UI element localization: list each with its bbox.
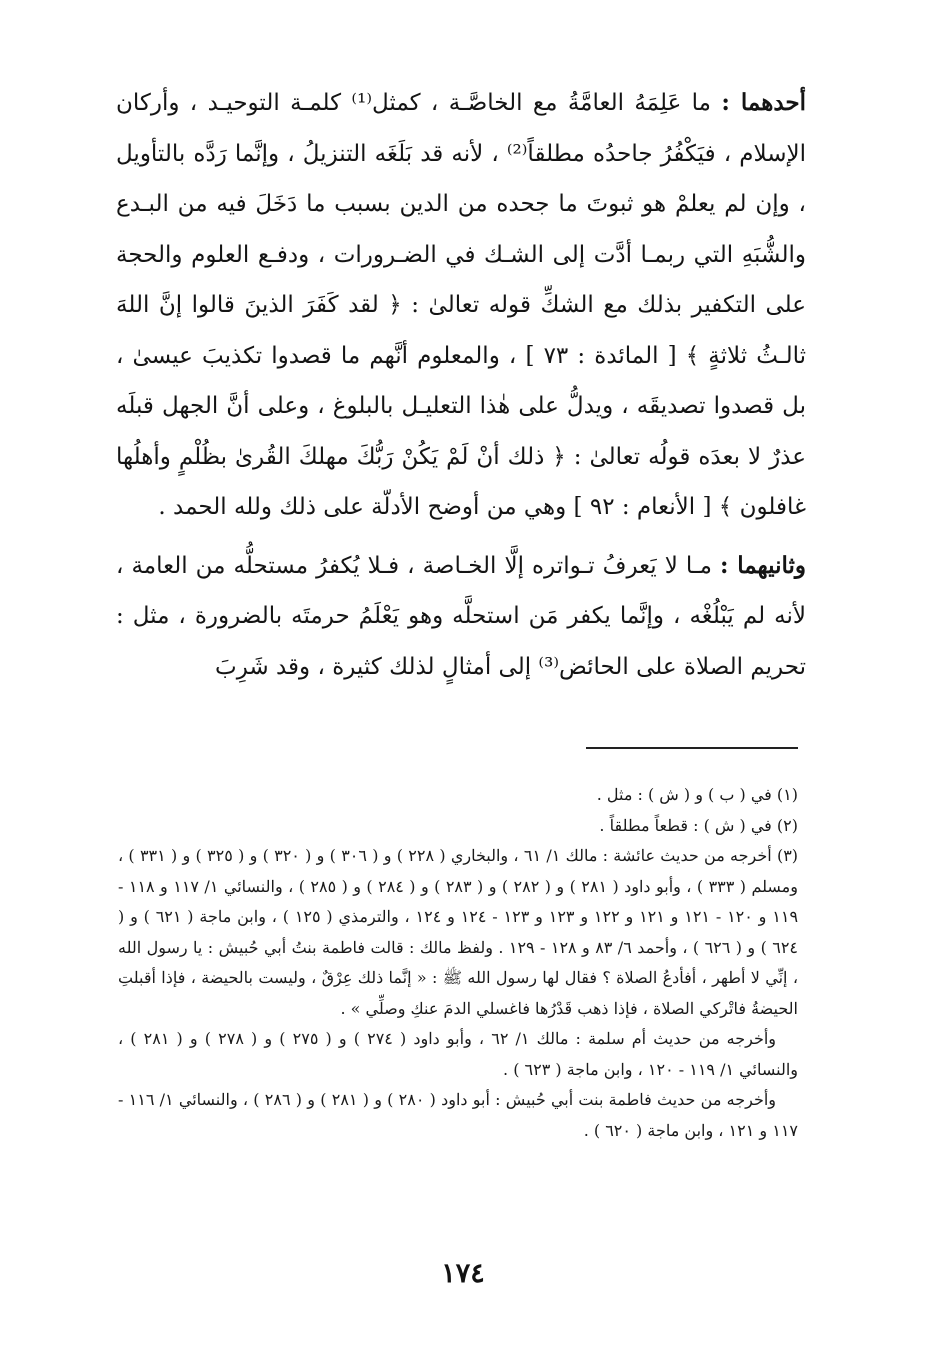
footnote-3: (٣) أخرجه من حديث عائشة : مالك ١/ ٦١ ، والبخاري ( ٢٢٨ ) و ( ٣٠٦ ) و ( ٣٢٠ ) و ( ٣٢٥ ) و ( ٣٣١ ) ، ومسلم ( ٣٣٣ ) ، وأبو داود ( ٢٨١ ) و ( ٢٨٢ ) و ( ٢٨٣ ) و ( ٢٨٤ ) و ( ٢٨٥ ) ، والنسائي ١/ ١١٧ و ١١٨ - ١١٩ و ١٢٠ - ١٢١ و ١٢١ و ١٢٢ و ١٢٣ و ١٢٣ - ١٢٤ و ١٢٤ ، والترمذي ( ١٢٥ ) ، وابن ماجة ( ٦٢١ ) و ( ٦٢٤ ) و ( ٦٢٦ ) ، وأحمد ٦/ ٨٣ و ١٢٨ - ١٢٩ . ولفظ مالك : قالت فاطمة بنتُ أبي حُبيش : يا رسول الله ، إنِّي لا أطهر ، أفأدعُ الصلاة ؟ فقال لها رسول الله ﷺ : « إنَّما ذلك عِرْقٌ ، وليست بالحيضة ، فإذا أقبلتِ الحيضةُ فاتْركي الصلاة ، فإذا ذهب قَدْرُها فاغسلي الدمَ عنكِ وصلِّي » . — [118, 846, 799, 1018]
paragraph-lead-first: أحدهما : — [721, 89, 806, 116]
footnote-3-continuation-1: وأخرجه من حديث أم سلمة : مالك ١/ ٦٢ ، وأبو داود ( ٢٧٤ ) و ( ٢٧٥ ) و ( ٢٧٨ ) و ( ٢٨١ ) ، والنسائي ١/ ١١٩ - ١٢٠ ، وابن ماجة ( ٦٢٣ ) . — [118, 1029, 798, 1079]
main-text — [116, 78, 806, 692]
paragraph-lead-second: وثانيهما : — [720, 551, 806, 579]
footnote-2: (٢) في ( ش ) : قطعاً مطلقاً . — [599, 815, 798, 835]
paragraph-body-first: ما عَلِمَهُ العامَّةُ مع الخاصَّـة ، كمثل⁽¹⁾ كلمـة التوحيـد ، وأركان الإسلام ، فيَكْفُرُ جاحدُه مطلقاً⁽²⁾ ، لأنه قد بَلَغَه التنزيلُ ، وإنَّما رَدَّه بالتأويل ، وإن لم يعلمْ هو ثبوتَ ما جحده من الدين بسبب ما دَخَلَ فيه من البـدع والشُّبَهِ التي ربمـا أدَّت إلى الشـك في الضـرورات ، ودفـع العلوم والحجة على التكفير بذلك مع الشكِّ قوله تعالىٰ : ﴿ لقد كَفَرَ الذينَ قالوا إنَّ اللهَ ثالـثُ ثلاثةٍ ﴾ [ المائدة : ٧٣ ] ، والمعلوم أنَّهم ما قصدوا تكذيبَ عيسىٰ ، بل قصدوا تصديقَه ، ويدلُّ على هٰذا التعليـل بالبلوغ ، وعلى أنَّ الجهل قبلَه عذرٌ لا بعدَه قولُه تعالىٰ : ﴿ ذلك أنْ لَمْ يَكُنْ رَبُّكَ مهلكَ القُرىٰ بظُلْمٍ وأهلُها غافلون ﴾ [ الأنعام : ٩٢ ] وهي من أوضح الأدلّة على ذلك ولله الحمد . — [116, 90, 807, 520]
paragraph-body-second: مـا لا يَعرفُ تـواتره إلَّا الخـاصة ، فـلا يُكفرُ مستحلُّه من العامة ، لأنه لم يَبْلُغْه ، وإنَّما يكفر مَن استحلَّه وهو يَعْلَمُ حرمتَه بالضرورة ، مثل : تحريم الصلاة على الحائض⁽³⁾ إلى أمثالٍ لذلك كثيرة ، وقد شَرِبَ — [116, 552, 806, 680]
paragraph-first — [116, 78, 806, 533]
page-number: ١٧٤ — [441, 1258, 485, 1289]
paragraph-second — [116, 541, 806, 693]
footnotes — [118, 780, 798, 1146]
footnote-separator — [586, 747, 798, 749]
footnote-1: (١) في ( ب ) و ( ش ) : مثل . — [596, 785, 798, 804]
footnote-3-continuation-2: وأخرجه من حديث فاطمة بنت أبي حُبيش : أبو داود ( ٢٨٠ ) و ( ٢٨١ ) و ( ٢٨٦ ) ، والنسائي ١/ ١١٦ - ١١٧ و ١٢١ ، وابن ماجة ( ٦٢٠ ) . — [118, 1090, 798, 1140]
